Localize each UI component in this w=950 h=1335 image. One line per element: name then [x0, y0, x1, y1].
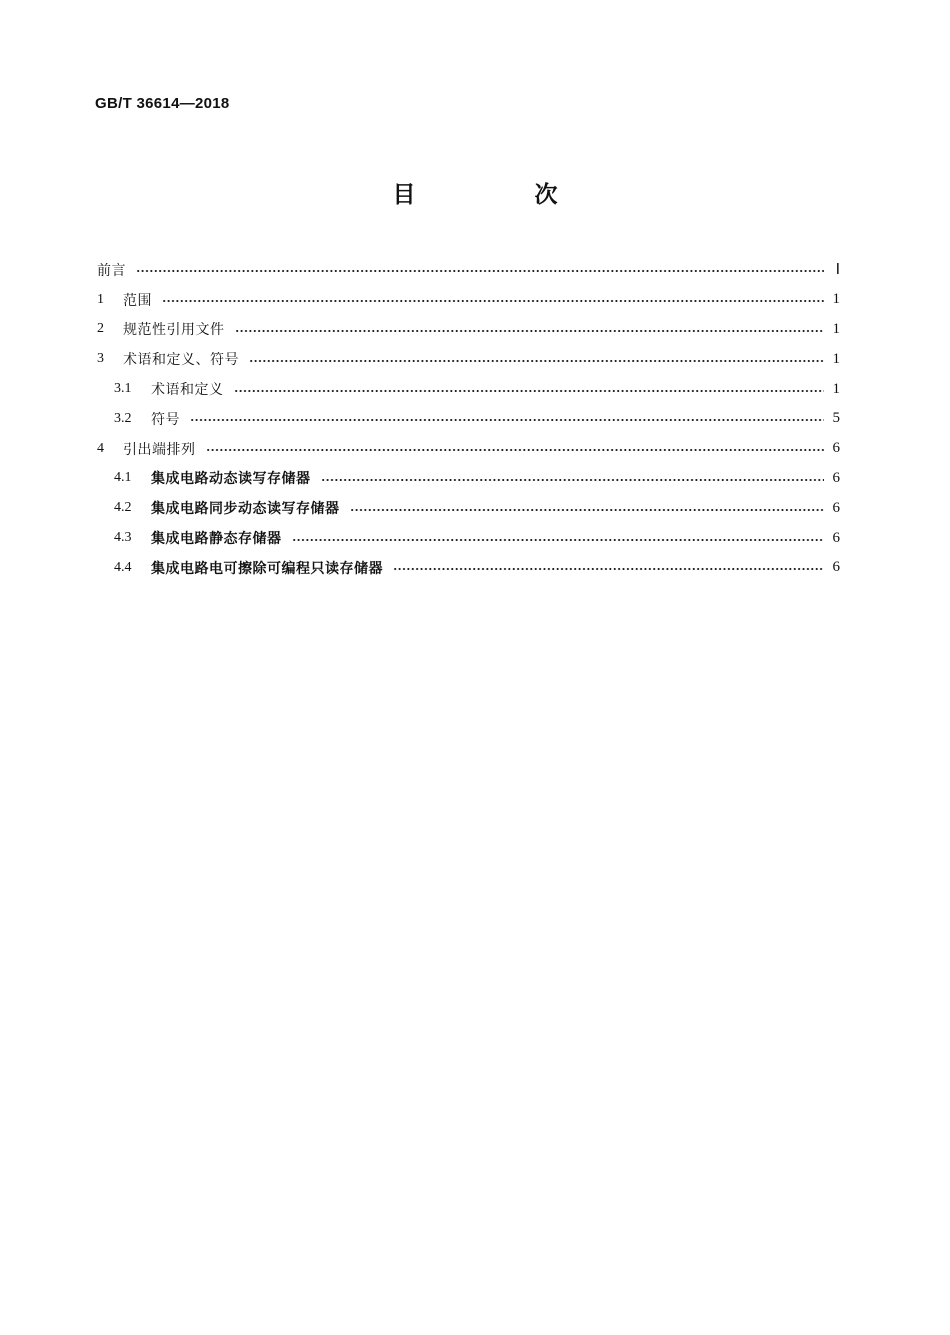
toc-leader-dots — [249, 360, 824, 362]
toc-leader-dots — [136, 270, 824, 272]
toc-entry-label: 集成电路静态存储器 — [151, 531, 282, 548]
toc-entry-page: 1 — [832, 291, 840, 308]
toc-entry-label: 规范性引用文件 — [123, 322, 225, 339]
toc-leader-dots — [190, 419, 824, 421]
toc-entry-page: 6 — [832, 529, 840, 546]
toc-entry-1[interactable] — [97, 285, 840, 315]
toc-entry-page: 1 — [832, 380, 840, 397]
toc-leader-dots — [321, 479, 825, 481]
toc-entry-4-3[interactable] — [97, 523, 840, 553]
toc-leader-dots — [206, 449, 825, 451]
toc-entry-3-1[interactable] — [97, 374, 840, 404]
toc-entry-label: 符号 — [151, 411, 180, 428]
toc-entry-number: 4 — [97, 440, 104, 456]
toc-entry-foreword[interactable] — [97, 255, 840, 285]
toc-entry-2[interactable] — [97, 315, 840, 345]
toc-entry-label: 集成电路电可擦除可编程只读存储器 — [151, 560, 383, 577]
toc-entry-3-2[interactable] — [97, 404, 840, 434]
toc-entry-4-4[interactable] — [97, 553, 840, 583]
toc-entry-number: 3.1 — [114, 381, 132, 397]
toc-entry-number: 3 — [97, 351, 104, 367]
toc-entry-label: 范围 — [123, 292, 152, 309]
toc-entry-4[interactable] — [97, 434, 840, 464]
toc-entry-page: 1 — [832, 320, 840, 337]
toc-entry-label: 前言 — [97, 262, 126, 279]
toc-entry-label: 术语和定义 — [151, 382, 224, 399]
toc-entry-number: 4.2 — [114, 500, 132, 516]
toc-entry-page: 1 — [832, 350, 840, 367]
toc-entry-4-2[interactable] — [97, 493, 840, 523]
toc-entry-page: 5 — [832, 410, 840, 427]
page-title: 目 次 — [392, 182, 606, 208]
toc-entry-page: 6 — [832, 559, 840, 576]
toc-entry-number: 4.1 — [114, 470, 132, 486]
toc-entry-page: 6 — [832, 440, 840, 457]
toc-entry-page: Ⅰ — [835, 262, 840, 279]
toc-leader-dots — [393, 568, 824, 570]
toc-entry-number: 2 — [97, 321, 104, 337]
toc-entry-number: 1 — [97, 291, 104, 307]
toc-entry-page: 6 — [832, 499, 840, 516]
toc-leader-dots — [292, 539, 825, 541]
toc-entry-number: 4.4 — [114, 559, 132, 575]
toc-leader-dots — [234, 390, 825, 392]
standard-code: GB/T 36614—2018 — [95, 95, 230, 112]
toc-entry-3[interactable] — [97, 344, 840, 374]
table-of-contents — [97, 255, 840, 583]
toc-entry-label: 引出端排列 — [123, 441, 196, 458]
toc-leader-dots — [350, 509, 825, 511]
toc-entry-page: 6 — [832, 469, 840, 486]
toc-leader-dots — [162, 300, 824, 302]
toc-entry-number: 4.3 — [114, 530, 132, 546]
toc-entry-label: 集成电路动态读写存储器 — [151, 471, 311, 488]
toc-entry-label: 集成电路同步动态读写存储器 — [151, 501, 340, 518]
toc-entry-4-1[interactable] — [97, 464, 840, 494]
toc-entry-label: 术语和定义、符号 — [123, 352, 239, 369]
toc-entry-number: 3.2 — [114, 410, 132, 426]
toc-leader-dots — [235, 330, 825, 332]
